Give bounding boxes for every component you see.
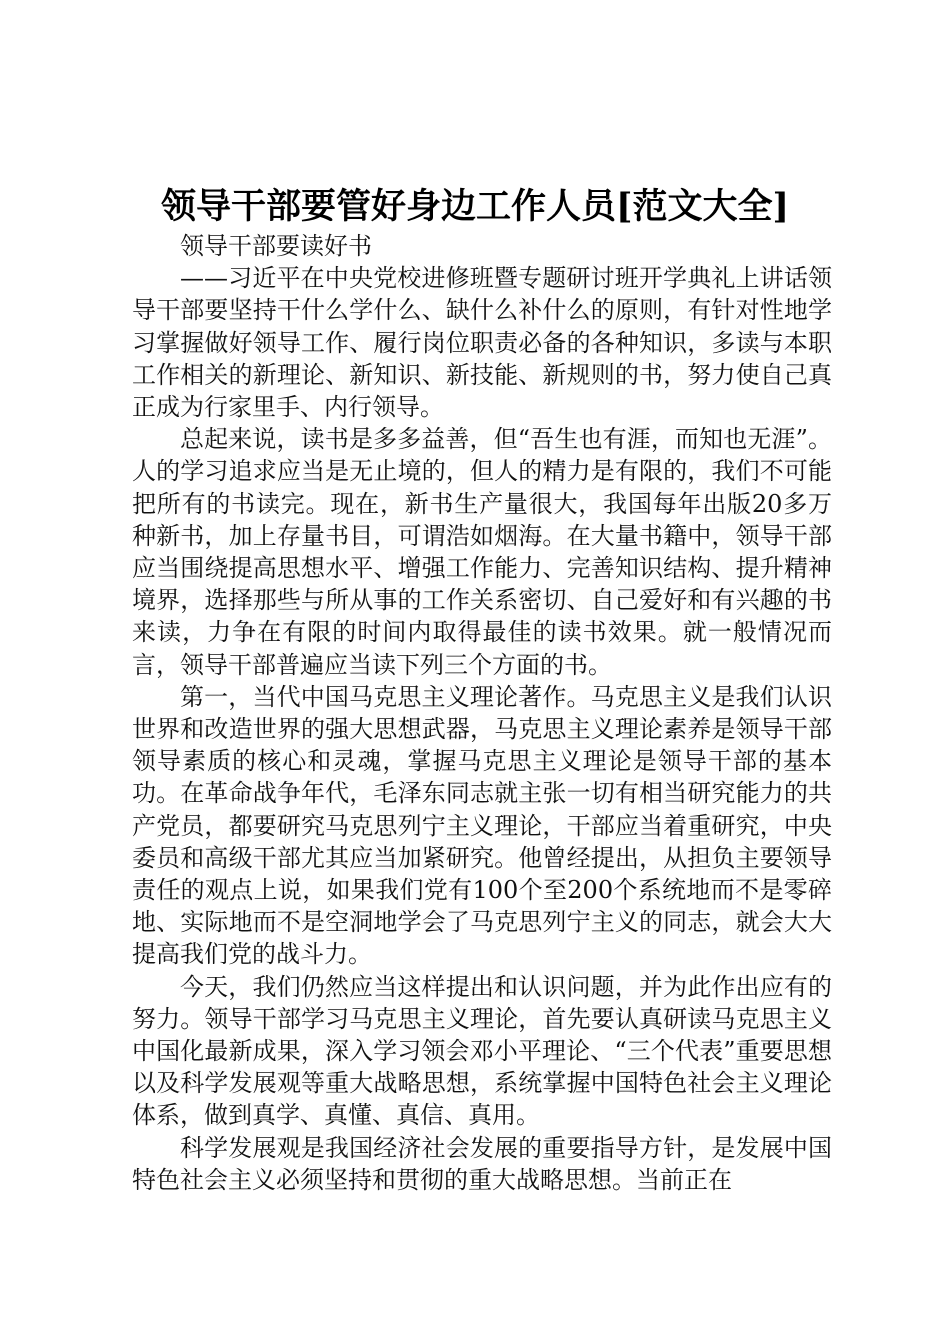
body-paragraph: ——习近平在中央党校进修班暨专题研讨班开学典礼上讲话领导干部要坚持干什么学什么、缺什么补什么的原则，有针对性地学习掌握做好领导工作、履行岗位职责必备的各种知识，多读与本职工作相关的新理论、新知识、新技能、新规则的书，努力使自己真正成为行家里手、内行领导。 [132,264,832,422]
body-paragraph-subtitle: 领导干部要读好书 [180,232,372,260]
document-body [132,230,832,1196]
body-paragraph: 第一，当代中国马克思主义理论著作。马克思主义是我们认识世界和改造世界的强大思想武器，马克思主义理论素养是领导干部领导素质的核心和灵魂，掌握马克思主义理论是领导干部的基本功。在革命战争年代，毛泽东同志就主张一切有相当研究能力的共产党员，都要研究马克思列宁主义理论，干部应当着重研究，中央委员和高级干部尤其应当加紧研究。他曾经提出，从担负主要领导责任的观点上说，如果我们党有100个至200个系统地而不是零碎地、实际地而不是空洞地学会了马克思列宁主义的同志，就会大大提高我们党的战斗力。 [132,682,832,969]
body-paragraph: 今天，我们仍然应当这样提出和认识问题，并为此作出应有的努力。领导干部学习马克思主义理论，首先要认真研读马克思主义中国化最新成果，深入学习领会邓小平理论、“三个代表”重要思想以及科学发展观等重大战略思想，系统掌握中国特色社会主义理论体系，做到真学、真懂、真信、真用。 [132,972,832,1130]
document-title: 领导干部要管好身边工作人员[范文大全] [160,186,790,227]
body-paragraph: 总起来说，读书是多多益善，但“吾生也有涯，而知也无涯”。人的学习追求应当是无止境的，但人的精力是有限的，我们不可能把所有的书读完。现在，新书生产量很大，我国每年出版20多万种新书，加上存量书目，可谓浩如烟海。在大量书籍中，领导干部应当围绕提高思想水平、增强工作能力、完善知识结构、提升精神境界，选择那些与所从事的工作关系密切、自己爱好和有兴趣的书来读，力争在有限的时间内取得最佳的读书效果。就一般情况而言，领导干部普遍应当读下列三个方面的书。 [132,425,832,679]
body-paragraph: 科学发展观是我国经济社会发展的重要指导方针，是发展中国特色社会主义必须坚持和贯彻的重大战略思想。当前正在 [132,1133,832,1194]
